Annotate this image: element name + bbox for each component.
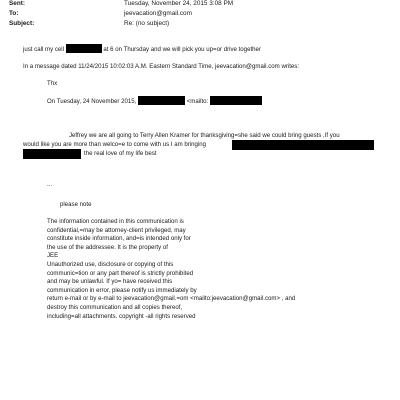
subject-label: Subject: [9,20,35,27]
jeffrey-line: Jeffrey we are all going to Terry Allen Kramer for thanksgiving=she said we could bring guests ,If you [69,132,340,139]
real-love-line: the real love of my life best [84,150,157,157]
sent-label: Sent: [9,0,25,7]
reply-text-end: at 6 on Thursday and we will pick you up=or drive together [103,46,261,53]
redaction-box [138,96,185,105]
disclaimer-line: communication in error, please notify us immediately by [47,286,197,294]
disclaimer-line: Unauthorized use, disclosure or copying of this [47,260,174,268]
redaction-box [210,96,262,105]
sent-value: Tuesday, November 24, 2015 3:08 PM [124,0,234,7]
disclaimer-line: constitute inside information, and=is intended only for [47,235,191,243]
disclaimer-line: communic=tion or any part thereof is strictly prohibited [47,269,194,277]
redaction-box [232,140,374,150]
reply-text-start: just call my cell [23,46,64,53]
confidentiality-disclaimer [47,218,295,321]
ellipsis-text: ... [47,181,53,188]
reply-line [23,44,261,54]
disclaimer-line: JEE [47,252,59,260]
disclaimer-line: and may be unlawful. If yo= have received this [47,278,173,286]
on-tuesday-line [47,96,262,106]
to-label: To: [9,10,19,17]
on-tuesday-text: On Tuesday, 24 November 2015, [47,98,137,105]
disclaimer-line: confidential,=may be attorney-client privileged, may [47,226,186,234]
quote-intro: In a message dated 11/24/2015 10:02:03 A.M. Eastern Standard Time, jeevacation@gmail.com writes: [23,63,300,70]
mailto-text: <mailto: [186,98,209,105]
would-like-line [23,141,206,149]
redaction-box [23,149,81,159]
subject-value: Re: (no subject) [124,20,170,27]
please-note-text: please note [60,201,92,208]
to-value: jeevacation@gmail.com [124,10,192,17]
redaction-box [66,44,102,53]
disclaimer-line: return e-mail or by e-mail to jeevacation@gmail.=om <mailto:jeevacation@gmail.com> , and [47,295,296,303]
disclaimer-line: the use of the addressee. It is the property of [47,243,168,251]
disclaimer-line: The information contained in this communication is [47,218,184,225]
would-like-text: would like you are more than welco=e to come with us I am bringing [23,141,207,148]
disclaimer-line: including=all attachments. copyright -all rights reserved [47,312,196,320]
thx-text: Thx [47,80,58,87]
disclaimer-line: destroy this communication and all copies thereof, [47,303,183,311]
